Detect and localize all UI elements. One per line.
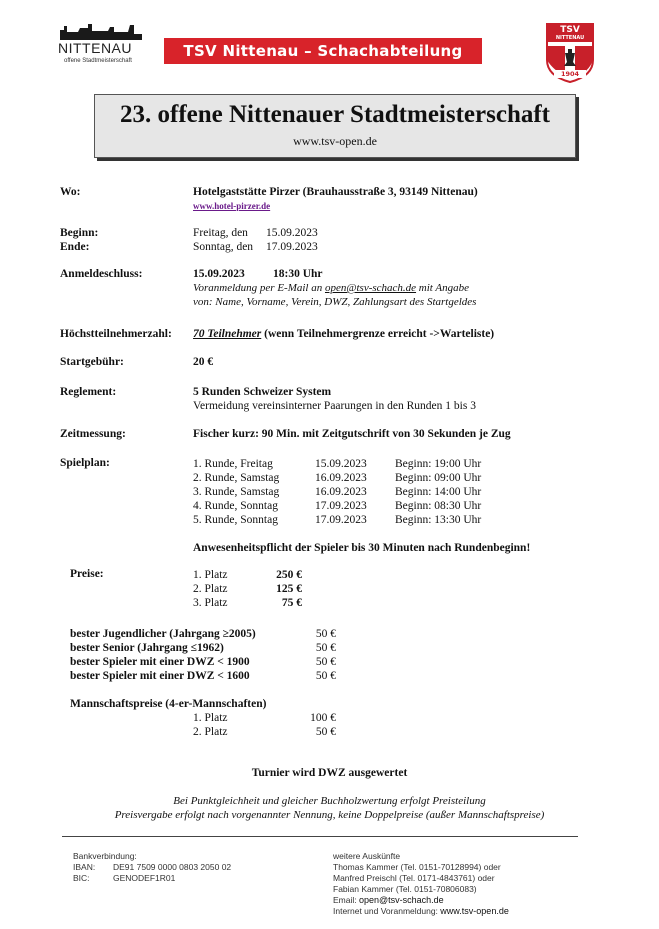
schedule-start: Beginn: 14:00 Uhr (395, 486, 482, 498)
web-row (333, 906, 509, 916)
email-link[interactable]: open@tsv-schach.de (359, 895, 444, 905)
special-prize-name: bester Spieler mit einer DWZ < 1600 (70, 670, 250, 682)
time-control-label: Zeitmessung: (60, 428, 126, 440)
registration-note-pre: Voranmeldung per E-Mail an (193, 282, 325, 294)
title-url[interactable]: www.tsv-open.de (293, 134, 377, 148)
rules-note: Vermeidung vereinsinterner Paarungen in den Runden 1 bis 3 (193, 400, 476, 412)
max-value: 70 Teilnehmer (193, 328, 262, 340)
schedule-date: 16.09.2023 (315, 486, 367, 498)
attendance-note: Anwesenheitspflicht der Spieler bis 30 Minuten nach Rundenbeginn! (193, 542, 531, 554)
fee-value: 20 € (193, 356, 214, 368)
bic-label: BIC: (73, 873, 90, 883)
registration-note-post: mit Angabe (416, 282, 470, 294)
skyline-icon (58, 22, 143, 42)
special-prize-amount: 50 € (315, 670, 336, 682)
schedule-date: 17.09.2023 (315, 514, 367, 526)
club-banner: TSV Nittenau – Schachabteilung (164, 38, 482, 64)
begin-label: Beginn: (60, 227, 99, 239)
prize-place: 2. Platz (193, 583, 228, 595)
bank-title: Bankverbindung: (73, 851, 137, 861)
crest-year-text: 1904 (560, 70, 580, 78)
email-row (333, 895, 444, 905)
web-link[interactable]: www.tsv-open.de (440, 906, 509, 916)
tie-note-1: Bei Punktgleichheit und gleicher Buchholzwertung erfolgt Preisteilung (173, 795, 486, 807)
schedule-start: Beginn: 09:00 Uhr (395, 472, 482, 484)
registration-email[interactable]: open@tsv-schach.de (324, 282, 417, 294)
begin-date: 15.09.2023 (266, 227, 318, 239)
special-prize-name: bester Spieler mit einer DWZ < 1900 (70, 656, 250, 668)
registration-fields: von: Name, Vorname, Verein, DWZ, Zahlungsart des Startgeldes (193, 296, 477, 308)
schedule-label: Spielplan: (60, 457, 110, 469)
iban-label: IBAN: (73, 862, 96, 872)
contact-3: Fabian Kammer (Tel. 0151-70806083) (333, 884, 477, 894)
team-prize-amount: 50 € (315, 726, 336, 738)
schedule-round: 1. Runde, Freitag (193, 458, 273, 470)
prize-place: 3. Platz (193, 597, 228, 609)
prizes-label: Preise: (70, 568, 104, 580)
prize-place: 1. Platz (193, 569, 228, 581)
logo-subtitle: offene Stadtmeisterschaft (64, 58, 132, 64)
deadline-label: Anmeldeschluss: (60, 268, 143, 280)
max-note: (wenn Teilnehmergrenze erreicht ->Warteliste) (261, 328, 495, 340)
rules-label: Reglement: (60, 386, 117, 398)
venue-text: Hotelgaststätte Pirzer (Brauhausstraße 3, 93149 Nittenau) (193, 186, 478, 198)
schedule-date: 16.09.2023 (315, 472, 367, 484)
tie-note-2: Preisvergabe erfolgt nach vorgenannter Nennung, keine Doppelpreise (außer Mannschaftspreise) (114, 809, 545, 821)
end-label: Ende: (60, 241, 90, 253)
special-prize-amount: 50 € (315, 656, 336, 668)
special-prize-name: bester Senior (Jahrgang ≤1962) (70, 642, 224, 654)
crest-name-text: NITTENAU (555, 35, 585, 41)
contact-2: Manfred Preischl (Tel. 0171-4843761) oder (333, 873, 495, 883)
bic-value: GENODEF1R01 (113, 873, 176, 883)
team-prizes-label: Mannschaftspreise (4-er-Mannschaften) (70, 698, 267, 710)
team-prize-amount: 100 € (310, 712, 336, 724)
schedule-start: Beginn: 13:30 Uhr (395, 514, 482, 526)
time-control-value: Fischer kurz: 90 Min. mit Zeitgutschrift von 30 Sekunden je Zug (193, 428, 511, 440)
iban-value: DE91 7509 0000 0803 2050 02 (113, 862, 232, 872)
info-title: weitere Auskünfte (333, 851, 401, 861)
begin-day: Freitag, den (193, 227, 248, 239)
fee-label: Startgebühr: (60, 356, 124, 368)
special-prize-amount: 50 € (315, 628, 336, 640)
deadline-time: 18:30 Uhr (273, 268, 323, 280)
max-label: Höchstteilnehmerzahl: (60, 328, 172, 340)
email-label: Email: (333, 895, 357, 905)
team-prize-place: 2. Platz (193, 726, 228, 738)
dwz-note: Turnier wird DWZ ausgewertet (251, 767, 408, 779)
schedule-start: Beginn: 08:30 Uhr (395, 500, 482, 512)
schedule-date: 15.09.2023 (315, 458, 367, 470)
end-date: 17.09.2023 (266, 241, 318, 253)
schedule-round: 5. Runde, Sonntag (193, 514, 278, 526)
logo-text: NITTENAU (58, 40, 132, 56)
venue-link[interactable]: www.hotel-pirzer.de (193, 201, 271, 211)
rules-system: 5 Runden Schweizer System (193, 386, 332, 398)
contact-1: Thomas Kammer (Tel. 0151-70128994) oder (333, 862, 501, 872)
schedule-round: 4. Runde, Sonntag (193, 500, 278, 512)
prize-amount: 75 € (281, 597, 302, 609)
registration-note (193, 282, 469, 294)
club-crest (545, 22, 595, 84)
special-prize-amount: 50 € (315, 642, 336, 654)
schedule-date: 17.09.2023 (315, 500, 367, 512)
title-box (94, 94, 576, 158)
prize-amount: 250 € (276, 569, 302, 581)
page-title: 23. offene Nittenauer Stadtmeisterschaft (120, 101, 550, 128)
deadline-date: 15.09.2023 (193, 268, 245, 280)
footer-divider (62, 836, 578, 837)
web-label: Internet und Voranmeldung: (333, 906, 438, 916)
team-prize-place: 1. Platz (193, 712, 228, 724)
end-day: Sonntag, den (193, 241, 254, 253)
crest-top-text: TSV (560, 25, 580, 35)
nittenau-logo (58, 22, 143, 70)
schedule-start: Beginn: 19:00 Uhr (395, 458, 482, 470)
wo-label: Wo: (60, 186, 81, 198)
schedule-round: 3. Runde, Samstag (193, 486, 280, 498)
prize-amount: 125 € (276, 583, 302, 595)
special-prize-name: bester Jugendlicher (Jahrgang ≥2005) (70, 628, 256, 640)
max-value-row (193, 328, 494, 340)
schedule-round: 2. Runde, Samstag (193, 472, 280, 484)
